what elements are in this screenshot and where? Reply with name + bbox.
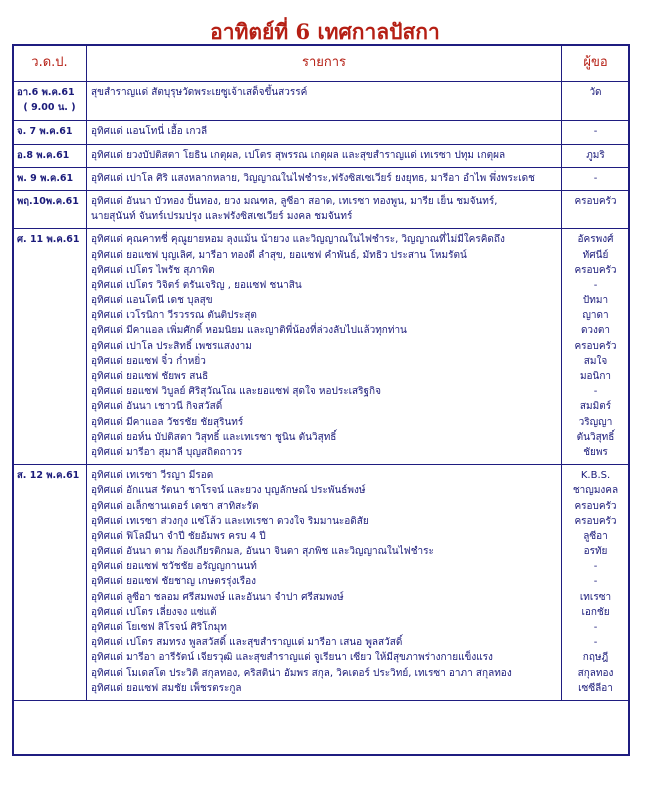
requester-name: - — [593, 561, 598, 573]
mass-intention-text: อุทิศแด่ อเล็กซานเดอร์ เดชา สาทิสะรัต — [91, 500, 259, 512]
requester-name: สมมิตร์ — [579, 401, 612, 413]
mass-intention-text: อุทิศแด่ เปโตร วิจิตร์ ตรันเจริญ , ยอแซฟ ชนาสิน — [91, 279, 302, 291]
mass-intention-text: อุทิศแด่ ยอแซฟ ชัยชาญ เกษตรรุ่งเรือง — [91, 576, 257, 588]
requester-name: ปัทมา — [582, 295, 609, 307]
mass-intention-text: อุทิศแด่ ยอแซฟ บุญเลิศ, มารีอา ทองดี ลำสุข, ยอแซฟ คำพันธ์, มัทธิว ประสาน โหมรัตน์ — [91, 249, 467, 261]
requester-name: ญาดา — [582, 310, 609, 322]
date-cell — [13, 229, 87, 465]
date-label: อา.6 พ.ค.61 — [17, 87, 75, 98]
requester-cell — [562, 121, 630, 144]
date-group-row — [13, 167, 630, 190]
mass-intention-text: อุทิศแด่ แอนโทนี่ เอื้อ เกวลี — [91, 126, 208, 138]
requester-cell — [562, 82, 630, 121]
mass-intention-text: อุทิศแด่ อักแนส รัตนา ชาโรจน์ และยวง บุญลักษณ์ ประพันธ์พงษ์ — [91, 485, 366, 497]
date-cell — [13, 144, 87, 167]
requester-name: ตันวิสุทธิ์ — [576, 431, 615, 443]
mass-intention-text: อุทิศแด่ คุณคาทชี่ คุณูยายหอม ลุงแม้น น้ายวง และวิญญาณในไฟชำระ, วิญญาณที่ไม่มีใครคิดถึง — [91, 234, 505, 246]
header-date: ว.ด.ป. — [13, 45, 87, 82]
requester-name: กฤษฎี — [582, 652, 609, 664]
requester-name: สกุลทอง — [577, 667, 614, 679]
mass-intention-text: อุทิศแด่ ยอแซฟ วิบูลย์ ศิริสุวัณโณ และยอแซฟ สุดใจ หอประเสริฐกิจ — [91, 386, 381, 398]
requester-name: ทัศนีย์ — [582, 249, 609, 261]
mass-intention-text: อุทิศแด่ โมเดสโต ประวิติ สกุลทอง, คริสติน่า อัมพร สกุล, วิคเตอร์ ประวิทย์, เทเรซา อาภา สกุลทอง — [91, 667, 512, 679]
header-row — [13, 45, 630, 82]
requester-cell — [562, 144, 630, 167]
requester-name: - — [593, 622, 598, 633]
date-label: พฤ.10พ.ค.61 — [17, 195, 79, 207]
mass-intention-text: อุทิศแด่ เทเรซา วีรญา มีรอด — [91, 470, 214, 482]
page-title: อาทิตย์ที่ 6 เทศกาลปัสกา — [210, 19, 440, 44]
requester-name: ครอบครัว — [574, 500, 617, 512]
items-cell — [87, 144, 562, 167]
requester-name: ดวงตา — [580, 325, 611, 337]
requester-name: - — [593, 126, 598, 138]
mass-intention-text: อุทิศแด่ ยวงบัปติสตา โยธิน เกตุผล, เปโตร สุพรรณ เกตุผล และสุขสำราญแด่ เทเรซา ปทุม เกตุผล — [91, 149, 506, 161]
date-cell — [13, 121, 87, 144]
requester-name — [566, 209, 625, 224]
mass-intention-text: อุทิศแด่ เปาโล ประสิทธิ์ เพชรแสงงาม — [91, 340, 252, 352]
requester-name: - — [593, 279, 598, 291]
mass-intention-text: สุขสำราญแด่ สัตบุรุษวัดพระเยซูเจ้าเสด็จขึ้นสวรรค์ — [91, 87, 308, 98]
mass-intention-text: อุทิศแด่ เปาโล ศิริ แสงหลากหลาย, วิญญาณในไฟชำระ,ฟรังซิสเซเวียร์ ยงยุทธ, มารีอา อำไพ พึ่งพระเดช — [91, 172, 535, 184]
mass-intention-text: อุทิศแด่ อันนา เชาวนี กิจสวัสดิ์ — [91, 401, 223, 413]
items-cell — [87, 167, 562, 190]
items-cell — [87, 190, 562, 228]
requester-name: K.B.S. — [580, 470, 611, 482]
date-group-row — [13, 144, 630, 167]
requester-name: ครอบครัว — [574, 195, 617, 207]
date-cell — [13, 465, 87, 701]
mass-intention-text: อุทิศแด่ เปโตร สมทรง พูลสวัสดิ์ และสุขสำราญแด่ มารีอา เสนอ พูลสวัสดิ์ — [91, 637, 403, 649]
time-label: ( 9.00 น. ) — [23, 102, 76, 114]
date-group-row — [13, 229, 630, 465]
mass-intention-text: อุทิศแด่ ยอแซฟ จิ๋ว ก่ำหยิ่ว — [91, 355, 206, 367]
requester-name: ชัยพร — [583, 446, 608, 458]
date-label: ศ. 11 พ.ค.61 — [17, 234, 80, 246]
mass-intention-text: อุทิศแด่ ยอแซฟ ชัยพร สนธิ — [91, 371, 209, 382]
mass-intention-text: อุทิศแด่ อันนา ตาม ก้องเกียรติกมล, อันนา จินดา สุภพิช และวิญญาณในไฟชำระ — [91, 546, 434, 558]
requester-name: ครอบครัว — [574, 515, 617, 527]
requester-name: ชาญมงคล — [572, 485, 619, 497]
requester-name: มอนิกา — [579, 371, 612, 382]
requester-cell — [562, 167, 630, 190]
requester-name: - — [593, 386, 598, 398]
mass-intention-text: อุทิศแด่ เปโตร เลี่ยงจง แซ่แต้ — [91, 606, 217, 618]
date-cell — [13, 190, 87, 228]
date-label: พ. 9 พ.ค.61 — [17, 172, 74, 184]
requester-name: ภูมริ — [586, 149, 605, 161]
requester-cell — [562, 190, 630, 228]
mass-intention-text: อุทิศแด่ ยอแซฟ สมชัย เพ็ชรตระกูล — [91, 682, 242, 694]
schedule-table — [12, 44, 630, 701]
requester-name: เอกชัย — [581, 606, 610, 618]
mass-intention-text: อุทิศแด่ แอนโตนี เดช บุลสุข — [91, 295, 213, 307]
mass-intention-text: อุทิศแด่ ฟิโลมีนา จำปี ชัยอัมพร ครบ 4 ปี — [91, 530, 266, 542]
requester-name: ลูซีอา — [583, 530, 608, 542]
mass-intention-text: อุทิศแด่ ลูซีอา ชลอม ศรีสมพงษ์ และอันนา จำปา ศรีสมพงษ์ — [91, 591, 344, 603]
mass-intention-text: อุทิศแด่ ยอแซฟ ชวัชชัย อรัญญกานนท์ — [91, 561, 257, 573]
requester-cell — [562, 465, 630, 701]
mass-intention-text: อุทิศแด่ เทเรซา ส่วงกุง แซ่โล้ว และเทเรซา ดวงใจ ริมมานะอดิสัย — [91, 515, 369, 527]
date-cell — [13, 82, 87, 121]
requester-name: วริญญา — [578, 416, 613, 428]
requester-name: - — [593, 637, 598, 649]
date-label: จ. 7 พ.ค.61 — [17, 126, 73, 138]
mass-intention-text: อุทิศแด่ มารีอา อารีรัตน์ เจียรวุฒิ และสุขสำราญแด่ จูเรียนา เซียว ให้มีสุขภาพร่างกายแข็งแรง — [91, 652, 493, 664]
items-cell — [87, 82, 562, 121]
requester-name: - — [593, 172, 598, 184]
mass-intention-text: อุทิศแด่ ยอห์น บัปติสตา วิสุทธิ์ และเทเรซา ชูนิน ตันวิสุทธิ์ — [91, 431, 337, 443]
mass-intention-text: อุทิศแด่ เปโตร ไพรัช สุภาพิต — [91, 264, 215, 276]
header-items: รายการ — [87, 45, 562, 82]
requester-name: ครอบครัว — [574, 340, 617, 352]
date-label: อ.8 พ.ค.61 — [17, 149, 70, 161]
requester-name: - — [593, 576, 598, 588]
items-cell — [87, 121, 562, 144]
mass-intention-text: อุทิศแด่ มีคาแอล เพิ่มศักดิ์ หอมนิยม และญาติพี่น้องที่ล่วงลับไปแล้วทุกท่าน — [91, 325, 407, 337]
date-group-row — [13, 82, 630, 121]
requester-name: อรทัย — [583, 546, 608, 558]
date-label: ส. 12 พ.ค.61 — [17, 470, 80, 482]
mass-intention-text: อุทิศแด่ มีคาแอล วัชรชัย ชัยสุรินทร์ — [91, 416, 244, 428]
mass-intention-text: อุทิศแด่ มารีอา สุมาลี บุญสถิตถาวร — [91, 446, 243, 458]
schedule-body — [13, 82, 630, 701]
date-group-row — [13, 121, 630, 144]
requester-name: สมใจ — [583, 355, 608, 367]
date-group-row — [13, 465, 630, 701]
requester-name: วัด — [589, 87, 602, 98]
mass-intention-text: อุทิศแด่ โยเซฟ สิโรจน์ ศิริโกมุท — [91, 622, 227, 633]
requester-name: อัครพงศ์ — [577, 234, 614, 246]
requester-name: เซซีลีอา — [578, 682, 613, 694]
items-cell — [87, 229, 562, 465]
mass-intention-text: นายสุนันท์ จันทร์เปรมปรุง และฟรังซิสเซเวียร์ มงคล ชมจันทร์ — [91, 211, 353, 223]
mass-intention-text: อุทิศแด่ อันนา บัวทอง ปั้นทอง, ยวง มณฑล, ลูซีอา สอาด, เทเรซา ทองพูน, มารีย เย็น ชมจันทร์, — [91, 195, 498, 207]
mass-intention-text: อุทิศแด่ เวโรนิกา วีรวรรณ ตันติประสุต — [91, 310, 257, 322]
requester-name: เทเรซา — [579, 591, 612, 603]
requester-cell — [562, 229, 630, 465]
date-group-row — [13, 190, 630, 228]
items-cell — [87, 465, 562, 701]
requester-name: ครอบครัว — [574, 264, 617, 276]
date-cell — [13, 167, 87, 190]
header-requester: ผู้ขอ — [562, 45, 630, 82]
